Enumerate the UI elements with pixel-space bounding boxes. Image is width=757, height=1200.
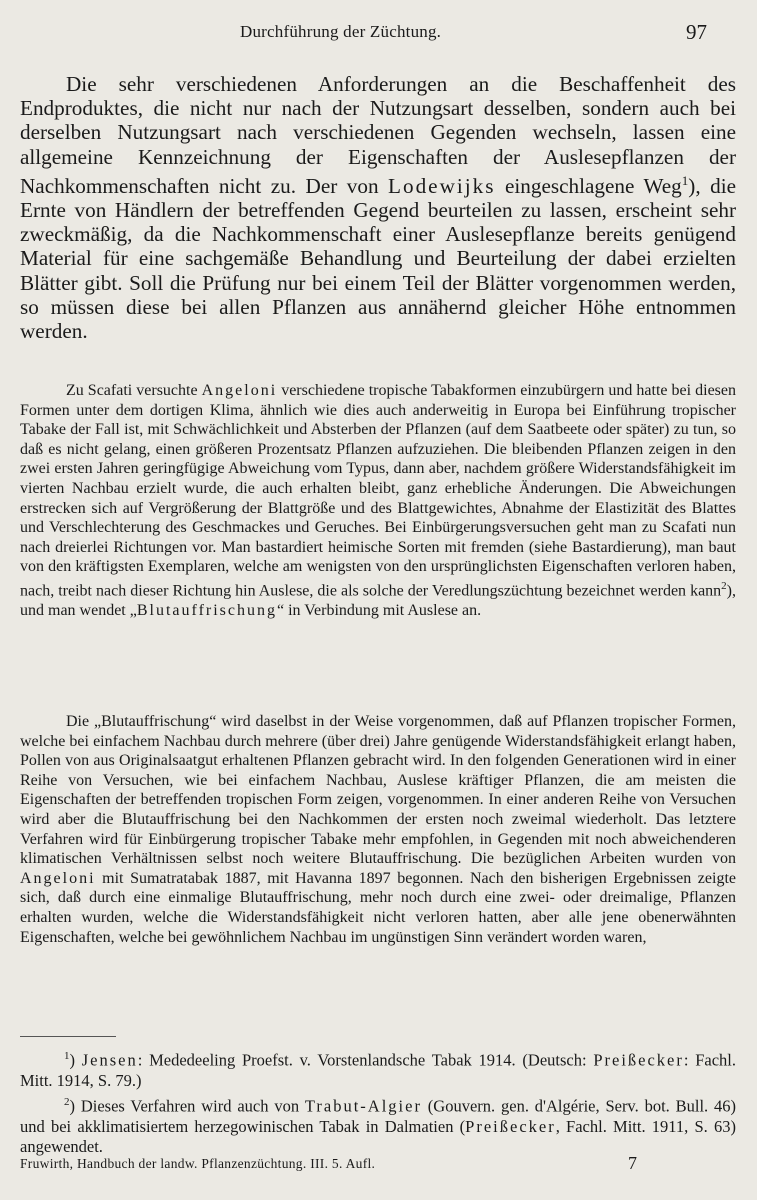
header-title: Durchführung der Züchtung. bbox=[240, 22, 442, 41]
term-blutauffrischung: Blutauffrischung bbox=[136, 601, 277, 619]
author-angeloni-1: Angeloni bbox=[201, 382, 278, 399]
small-paragraph-1 bbox=[20, 381, 736, 620]
signature-line bbox=[0, 1153, 757, 1178]
small1-middle: verschiedene tropische Tabakformen einzubürgern und hatte bei diesen Formen unter dem dortigen Klima, ähnlich wie dies auch anderweitig in Europa bei Einführung tropischer Tabake der Fall ist, mit Schwächlichkeit und Absterben der Pflanzen (auf dem Saatbeete oder später) zu tun, so daß es nicht gelang, einen größeren Prozentsatz Pflanzen aufzuziehen. Die bleibenden Pflanzen zeigen in den zwei ersten Jahren geringfügige Abweichung vom Typus, dann aber, nachdem größere Widerstandsfähigkeit im vierten Nachbau erzielt wurde, die auch erhalten bleibt, ganz erhebliche Änderungen. Die Abweichungen erstrecken sich auf Vergrößerung der Blattgröße und des Blattgewichtes, Abnahme der Elastizität des Blattes und Verschlechterung des Geschmackes und Geruches. Bei Einbürgerungsversuchen geht man zu Scafati nun nach dreierlei Richtungen vor. Man bastardiert heimische Sorten mit fremden (siehe Bastardierung), man baut von den kräftigsten Exemplaren, welche am wenigsten von den ursprünglichsten Eigenschaften verloren haben, nach, treibt nach dieser Richtung hin Auslese, die als solche der Veredlungszüchtung bezeichnet werden kann bbox=[20, 382, 737, 600]
footnote-1-end: : Fachl. Mitt. 1914, S. 79.) bbox=[20, 1050, 737, 1090]
footnote-1-author2: Preißecker bbox=[593, 1050, 684, 1070]
footnote-2-marker: 2 bbox=[64, 1095, 70, 1108]
footnote-2: $^2$) Dieses Verfahren wird auch von Trabut-Algier (Gouvern. gen. d'Algérie, Serv. bot. Bull. 46) und bei akklimatisiertem herzegowinischen Tabak in Dalmatien (Preißecker, Fachl. Mitt. 1911, S. 63) angewendet. bbox=[20, 1095, 737, 1156]
main-para1: Die sehr verschiedenen Anforderungen an die Beschaffenheit des Endproduktes, die nicht nur nach der Nutzungsart desselben, sondern auch bei derselben Nutzungsart nach verschiedenen Gegenden wechseln, lassen eine allgemeine Kennzeichnung der Eigenschaften der Auslesepflanzen der Nachkommenschaften nicht zu. bbox=[20, 72, 736, 198]
footnote-2-author2: Preißecker bbox=[465, 1116, 556, 1136]
author-angeloni-2: Angeloni bbox=[20, 869, 96, 887]
author-lodewijks: Lodewijks bbox=[388, 173, 496, 198]
main-para2-after: ), die Ernte von Händlern der betreffenden Gegend beurteilen zu lassen, erscheint sehr zweckmäßig, da die Nachkommenschaft einer Auslesepflanze bereits genügend Material für eine sachgemäße Behandlung und Beurteilung der dabei erzielten Blätter gibt. Soll die Prüfung nur bei einem Teil der Blätter vorgenommen werden, so müssen diese bei allen Pflanzen aus annähernd gleicher Höhe entnommen werden. bbox=[20, 173, 736, 344]
footnote-divider bbox=[20, 1036, 116, 1037]
small1-before: Zu Scafati versuchte bbox=[66, 382, 202, 399]
footnote-1: $^1$) Jensen: Mededeeling Proefst. v. Vorstenlandsche Tabak 1914. (Deutsch: Preißecker: Fachl. Mitt. 1914, S. 79.) bbox=[20, 1050, 737, 1090]
footnote-2-end: , Fachl. Mitt. 1911, S. 63) angewendet. bbox=[20, 1116, 736, 1156]
footnote-ref-1: 1 bbox=[681, 172, 689, 188]
sheet-signature: 7 bbox=[628, 1153, 637, 1173]
footnote-2-mid: (Gouvern. gen. d'Algérie, Serv. bot. Bull. 46) und bei akklimatisiertem herzegowinischen Tabak in Dalmatien ( bbox=[20, 1096, 737, 1136]
main-para2-before: Der von bbox=[305, 173, 389, 198]
small1-end: “ in Verbindung mit Auslese an. bbox=[277, 601, 482, 619]
footnote-1-mid: : Mededeeling Proefst. v. Vorstenlandsche Tabak 1914. (Deutsch: bbox=[137, 1050, 594, 1070]
small1-after: ), und man wendet „ bbox=[20, 582, 736, 619]
main-paragraph bbox=[20, 72, 736, 343]
footnotes bbox=[20, 1046, 736, 1158]
running-header bbox=[0, 22, 757, 46]
page-number: 97 bbox=[686, 20, 707, 44]
footnote-1-author: Jensen bbox=[81, 1050, 138, 1070]
main-para2-mid: eingeschlagene Weg bbox=[495, 173, 682, 198]
small-paragraph-2 bbox=[20, 712, 736, 947]
footnote-ref-2: 2 bbox=[721, 579, 727, 592]
book-citation: Fruwirth, Handbuch der landw. Pflanzenzüchtung. III. 5. Aufl. bbox=[20, 1156, 376, 1171]
small2-before: Die „Blutauffrischung“ wird daselbst in der Weise vorgenommen, daß auf Pflanzen tropischer Formen, welche bei einfachem Nachbau durch mehrere (über drei) Jahre genügende Widerstandsfähigkeit erlangt haben, Pollen von aus Originalsaatgut erhaltenen Pflanzen gebracht wird. In den folgenden Generationen wird in einer Reihe von Versuchen, wie bei einfachem Nachbau, Auslese kräftiger Pflanzen, die am meisten die Eigenschaften der betreffenden tropischen Form zeigen, vorgenommen. In einer anderen Reihe von Versuchen wird aber die Blutauffrischung bei den Nachkommen der ersten noch zweimal wiederholt. Das letztere Verfahren wird für Einbürgerung tropischer Tabake mehr empfohlen, in Gegenden mit noch abweichenderen klimatischen Verhältnissen selbst noch weitere Blutauffrischung. Die bezüglichen Arbeiten wurden von bbox=[20, 713, 736, 868]
footnote-2-author: Trabut-Algier bbox=[304, 1096, 422, 1115]
footnote-1-marker: 1 bbox=[64, 1050, 70, 1062]
small2-after: mit Sumatratabak 1887, mit Havanna 1897 begonnen. Nach den bisherigen Ergebnissen zeigte sich, daß durch eine einmalige Blutauffrischung, mehr noch durch eine zwei- oder dreimalige, Pflanzen erhalten wurden, welche die Widerstandsfähigkeit nicht verloren hatten, aber alle jene obenerwähnten Eigenschaften, welche bei gewöhnlichem Nachbau im ungünstigen Sinn verändert worden waren, bbox=[20, 869, 736, 946]
footnote-2-before: Dieses Verfahren wird auch von bbox=[80, 1096, 305, 1115]
